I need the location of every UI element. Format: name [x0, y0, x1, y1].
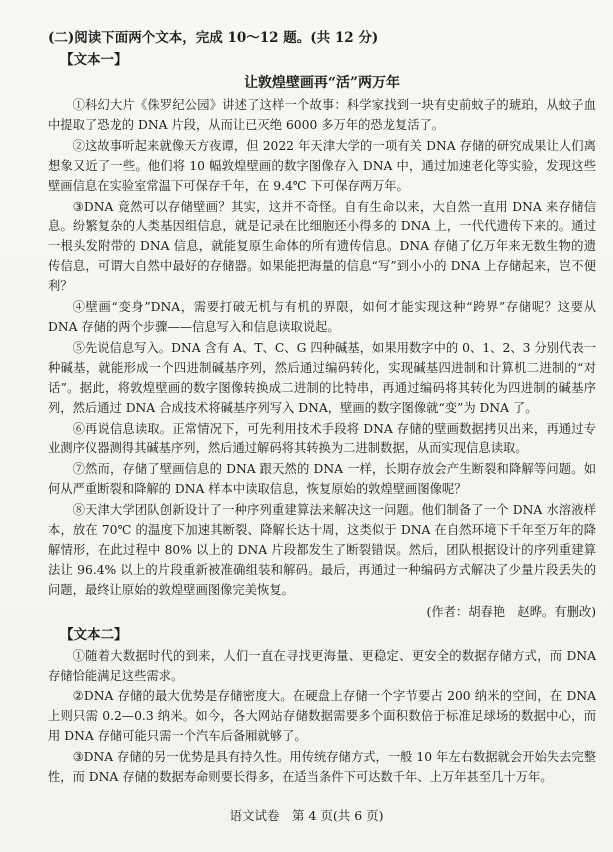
text1-paragraph-7: ⑦然而，存储了壁画信息的 DNA 跟天然的 DNA 一样，长期存放会产生断裂和降解等问题。如何从严重断裂和降解的 DNA 样本中读取信息，恢复原始的敦煌壁画图像呢？	[48, 462, 596, 497]
text2-paragraph-1: ①随着大数据时代的到来，人们一直在寻找更海量、更稳定、更安全的数据存储方式，而 DNA 存储恰能满足这些需求。	[48, 648, 596, 683]
text1-paragraph-3: ③DNA 竟然可以存储壁画？其实，这并不奇怪。自有生命以来，大自然一直用 DNA 来存储信息。纷繁复杂的人类基因组信息，就是记录在比细胞还小得多的 DNA 上，一代代遗传下来的。通过一根头发附带的 DNA 信息，就能复原生命体的所有遗传信息。DNA 存储了亿万年来无数生物的遗传信息，可谓大自然中最好的存储器。如果能把海量的信息“写”到小小的 DNA 上存储起来，岂不便利？	[48, 199, 596, 294]
text1-paragraph-5: ⑤先说信息写入。DNA 含有 A、T、C、G 四种碱基，如果用数字中的 0、1、2、3 分别代表一种碱基，就能形成一个四进制碱基序列，然后通过编码转化，实现碱基四进制和计算机二进制的“对话”。据此，将敦煌壁画的数字图像转换成二进制的比特串，再通过编码将其转化为四进制的碱基序列，然后通过 DNA 合成技术将碱基序列写入 DNA，壁画的数字图像就“变”为 DNA 了。	[48, 340, 596, 415]
article-title: 让敦煌壁画再“活”两万年	[243, 75, 401, 91]
page-footer: 语文试卷 第 4 页(共 6 页)	[229, 808, 384, 823]
text1-label: 【文本一】	[60, 52, 128, 68]
section-header: (二)阅读下面两个文本，完成 10～12 题。(共 12 分)	[48, 30, 379, 46]
text1-paragraph-4: ④壁画“变身”DNA，需要打破无机与有机的界限，如何才能实现这种“跨界”存储呢？这要从 DNA 存储的两个步骤——信息写入和信息读取说起。	[48, 300, 596, 334]
text1-paragraph-8: ⑧天津大学团队创新设计了一种序列重建算法来解决这一问题。他们制备了一个 DNA 水溶液样本，放在 70℃ 的温度下加速其断裂、降解长达十周，这类似于 DNA 在自然环境下千年至万年的降解情形，在此过程中 80% 以上的 DNA 片段都发生了断裂错误。然后，团队根据设计的序列重建算法让 96.4% 以上的片段重新被准确组装和解码。最后，再通过一种编码方式解决了少量片段丢失的问题，最终让原始的敦煌壁画图像完美恢复。	[48, 503, 596, 597]
page-content	[48, 28, 596, 789]
text1-paragraph-1: ①科幻大片《侏罗纪公园》讲述了这样一个故事：科学家找到一块有史前蚊子的琥珀，从蚊子血中提取了恐龙的 DNA 片段，从而让已灭绝 6000 多万年的恐龙复活了。	[48, 98, 596, 132]
text2-paragraph-2: ②DNA 存储的最大优势是存储密度大。在硬盘上存储一个字节要占 200 纳米的空间，在 DNA 上则只需 0.2—0.3 纳米。如今，各大网站存储数据需要多个面积数倍于标准足球场的数据中心，而用 DNA 存储可能只需一个汽车后备厢就够了。	[48, 689, 596, 744]
text1-paragraph-6: ⑥再说信息读取。正常情况下，可先利用技术手段将 DNA 存储的壁画数据拷贝出来，再通过专业测序仪器测得其碱基序列，然后通过解码将其转换为二进制数据，从而实现信息读取。	[48, 421, 596, 456]
author-attribution: (作者：胡春艳 赵晔。有删改)	[426, 604, 596, 619]
text2-paragraph-3: ③DNA 存储的另一优势是具有持久性。用传统存储方式，一般 10 年左右数据就会开始失去完整性，而 DNA 存储的数据寿命则要长得多，在适当条件下可达数千年、上万年甚至几十万年。	[48, 750, 596, 785]
text1-paragraph-2: ②这故事听起来就像天方夜谭，但 2022 年天津大学的一项有关 DNA 存储的研究成果让人们离想象又近了一些。他们将 10 幅敦煌壁画的数字图像存入 DNA 中，通过加速老化等实验，发现这些壁画信息在实验室常温下可保存千年，在 9.4℃ 下可保存两万年。	[48, 138, 596, 193]
text2-label: 【文本二】	[60, 626, 128, 643]
